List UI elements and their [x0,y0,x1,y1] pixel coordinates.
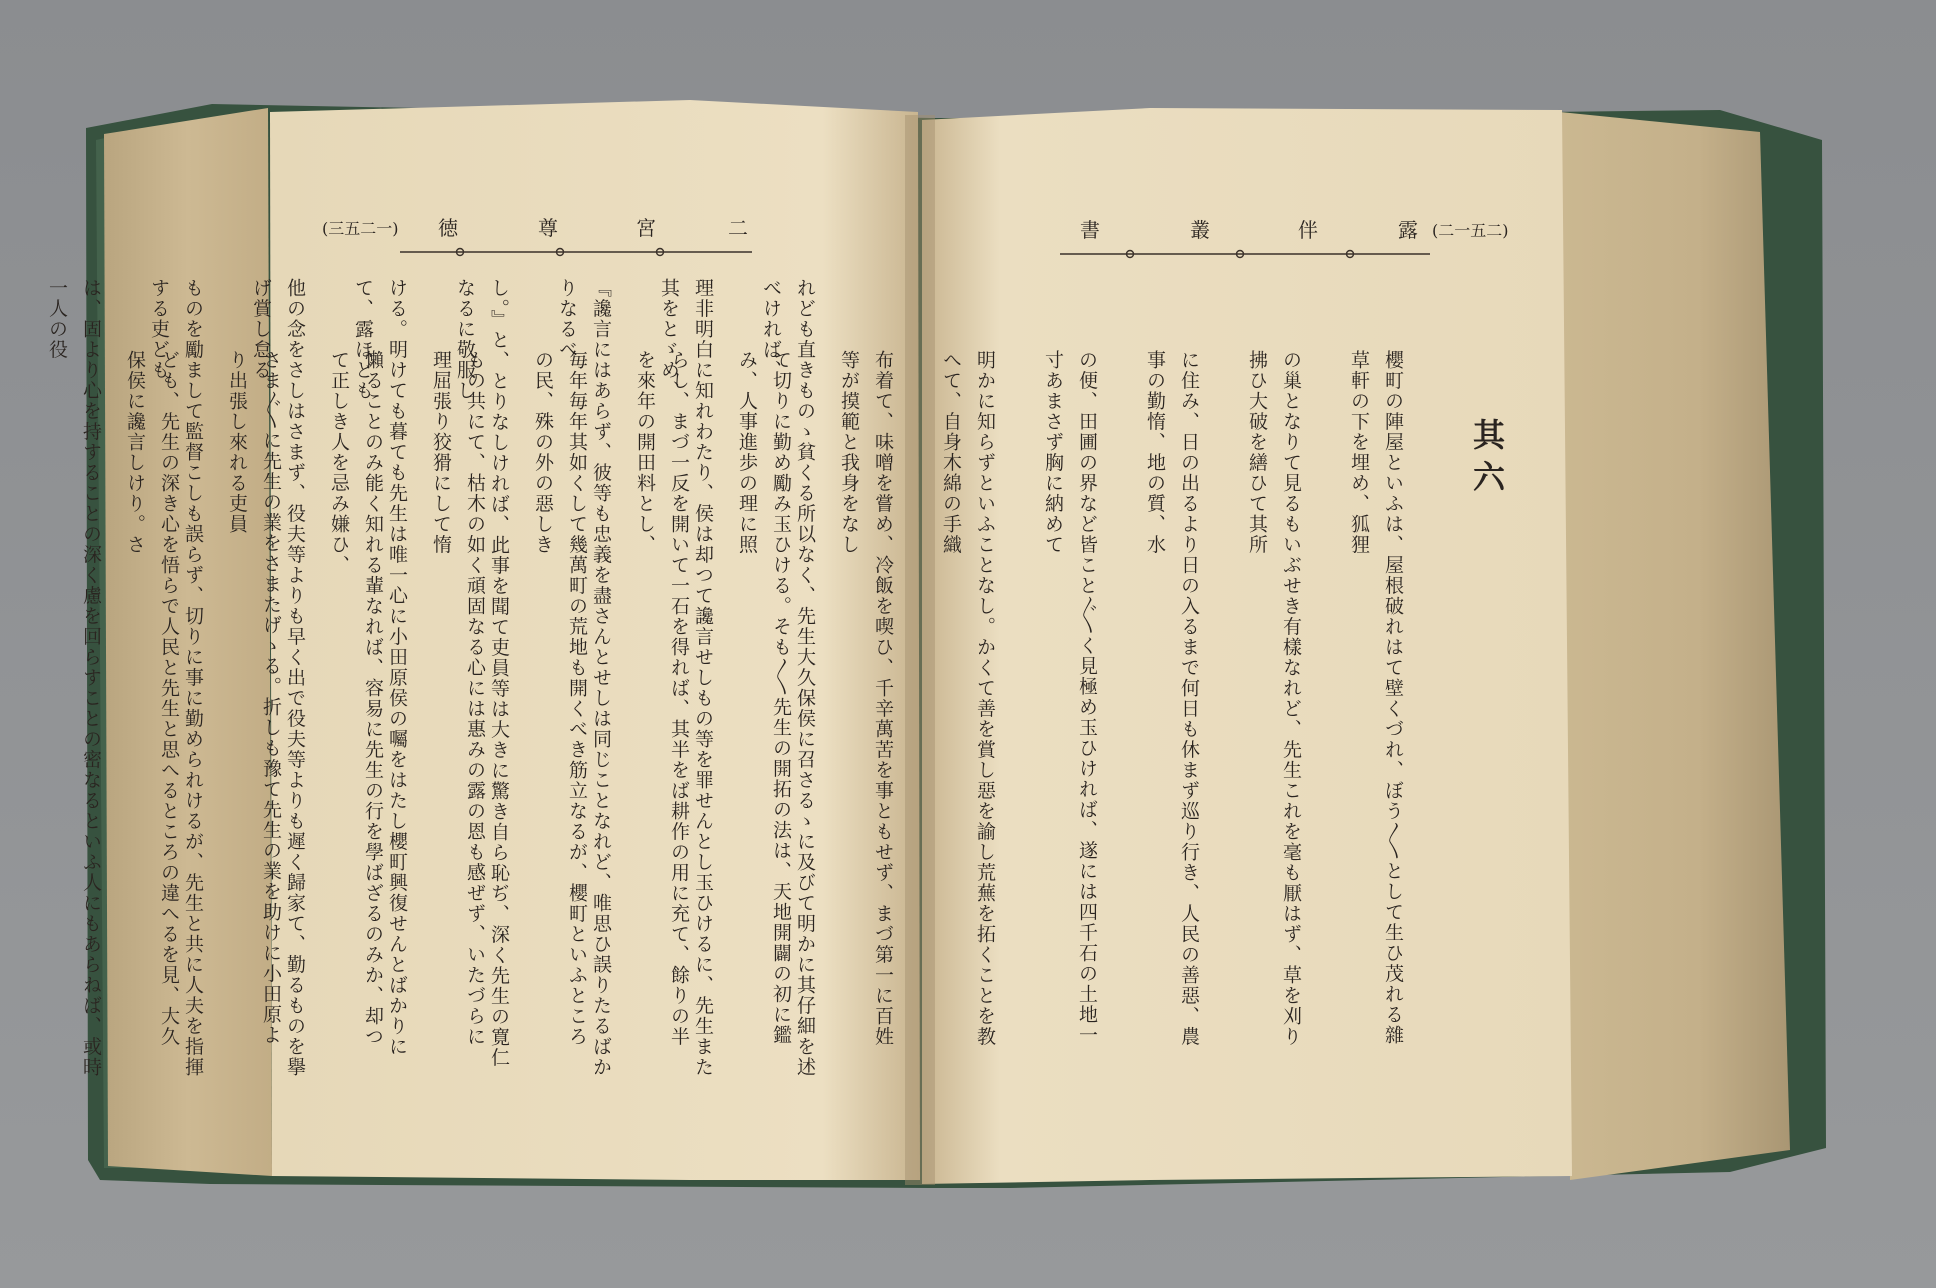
text-line: の巢となりて見るもいぶせき有樣なれど、先生これを毫も厭はず、草を刈り拂ひ大破を繕ひて其所 [1246,350,1302,1047]
text-line: ものを勵まして監督こしも誤らず、切りに事に勤められけるが、先生と共に人夫を指揮する吏ども [148,278,204,1078]
text-line [0,278,6,1078]
right-page-block-edge [1560,112,1790,1180]
right-page-number: (二一五二) [1432,221,1509,240]
text-line: ども、先生の深き心を悟らで人民と先生と思へるところの違へるを見、大久保侯に讒言しけり。さ [124,350,180,1047]
text-line: に住み、日の出るより日の入るまで何日も休まず巡り行き、人民の善惡、農事の勤惰、地の質、水 [1144,350,1200,1047]
text-line: らし、まづ一反を開いて一石を得れば、其半をば耕作の用に充て、餘りの半を來年の開田料とし、 [634,350,690,1047]
text-line: 他の念をさしはさまず、役夫等よりも早く出で役夫等よりも遲く歸家て、勤るものを擧げ賞し怠る [250,278,306,1078]
text-line: 『讒言にはあらず、彼等も忠義を盡さんとせしは同じことなれど、唯思ひ誤りたるばかりなるべ [556,278,612,1078]
left-head-char: 尊 [538,216,558,240]
text-line: 懶ることのみ能く知れる輩なれば、容易に先生の行を學ばざるのみか、却つて正しき人を忌み嫌ひ、 [328,350,384,1047]
left-head-char: 二 [728,216,748,240]
text-line: し。』と、とりなしければ、此事を聞て吏員等は大きに驚き自ら恥ぢ、深く先生の寛仁なるに敬服し [454,278,510,1068]
text-line: は、固より心を持することの深く慮を回らすことの密なるといふ人にもあらねば、或時一人の役 [46,278,102,1078]
text-line: ける。明けても暮ても先生は唯一心に小田原侯の囑をはたし櫻町興復せんとばかりにて、露ほども [352,278,408,1057]
left-page-number: (三五二一) [322,219,399,238]
text-line: もの共にて、枯木の如く頑固なる心には惠みの露の恩も感ぜず、いたづらに理屈張り狡猾にして惰 [430,350,486,1047]
text-line: 明かに知らずといふことなし。かくて善を賞し惡を諭し荒蕪を拓くことを教へて、自身木綿の手織 [940,350,996,1047]
left-head-char: 徳 [438,216,458,240]
text-line: さま〴〵に先生の業をさまたげゝる。折しも豫て先生の業を助けに小田原より出張し來れる吏員 [226,350,282,1046]
text-line: 毎年毎年其如くして幾萬町の荒地も開くべき筋立なるが、櫻町といふところの民、殊の外の惡しき [532,350,588,1047]
right-head-char: 書 [1080,218,1100,242]
text-line: て切りに勤め勵み玉ひける。そも〳〵先生の開拓の法は、天地開闢の初に鑑み、人事進歩の理に照 [736,350,792,1046]
text-line: 布着て、味噌を嘗め、冷飯を喫ひ、千辛萬苦を事ともせず、まづ第一に百姓等が摸範と我身をなし [838,350,894,1047]
right-head-char: 伴 [1298,218,1318,242]
text-line: 理非明白に知れわたり、侯は却つて讒言せしもの等を罪せんとし玉ひけるに、先生また其をとゞめ、 [658,278,714,1078]
text-line: 櫻町の陣屋といふは、屋根破れはて壁くづれ、ぼう〳〵として生ひ茂れる雜草軒の下を埋め、狐狸 [1348,350,1404,1046]
right-head-char: 露 [1398,218,1418,242]
text-line: の便、田圃の界など皆こと〴〵く見極め玉ひければ、遂には四千石の土地一寸あまさず胸に納めて [1042,350,1098,1046]
left-head-char: 宮 [636,216,656,240]
text-line: れども直きものゝ貧くる所以なく、先生大久保侯に召さるゝに及びて明かに其仔細を述べければ、 [760,278,816,1078]
section-title: 其六 [1468,418,1506,502]
right-head-char: 叢 [1190,218,1210,242]
